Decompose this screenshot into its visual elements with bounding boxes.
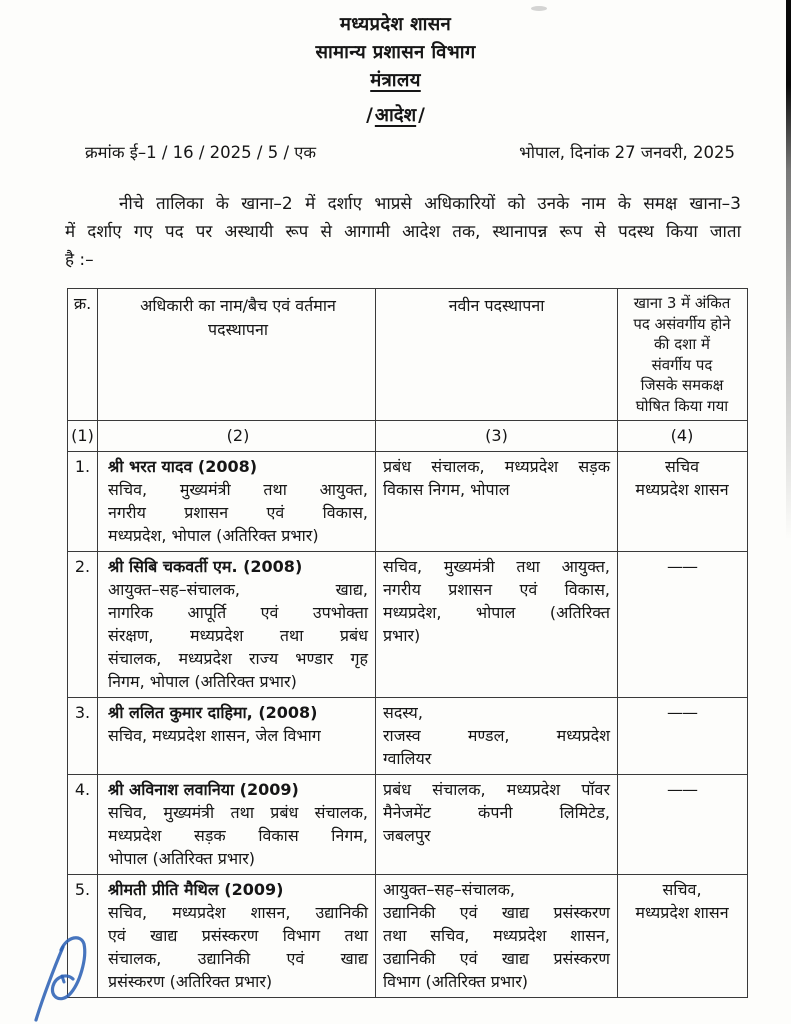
order-title: / आदेश / [366,105,425,126]
cell-serial: 5. [68,875,98,997]
officers-table [67,288,748,998]
table-row [68,698,747,775]
officer-name: श्री भरत यादव (2008) [108,457,258,476]
officer-name: श्री सिबि चकवर्ती एम. (2008) [108,557,303,576]
current-posting: आयुक्त–सह–संचालक, खाद्य, नागरिक आपूर्ति एवं उपभोक्ता संरक्षण, मध्यप्रदेश तथा प्रबंध संचालक, मध्यप्रदेश राज्य भण्डार गृह निगम, भोपाल (अतिरिक्त प्रभार) [108,580,368,691]
cell-serial: 3. [68,698,98,774]
scan-edge-artifact [786,0,791,540]
new-posting: प्रबंध संचालक, मध्यप्रदेश सड़क विकास निगम, भोपाल [376,452,618,551]
col-number-1: (1) [68,421,98,451]
reference-number: क्रमांक ई–1 / 16 / 2025 / 5 / एक [85,143,317,162]
current-posting: सचिव, मुख्यमंत्री तथा प्रबंध संचालक, मध्यप्रदेश सड़क विकास निगम, भोपाल (अतिरिक्त प्रभार) [108,803,368,868]
table-row [68,552,747,698]
current-posting: सचिव, मुख्यमंत्री तथा आयुक्त, नगरीय प्रशासन एवं विकास, मध्यप्रदेश, भोपाल (अतिरिक्त प्रभार) [108,480,368,545]
equivalent-post: —— [667,557,697,576]
current-posting: सचिव, मध्यप्रदेश शासन, जेल विभाग [108,726,321,745]
col-number-3: (3) [376,421,618,451]
cell-serial: 4. [68,775,98,874]
new-posting: सचिव, मुख्यमंत्री तथा आयुक्त, नगरीय प्रशासन एवं विकास, मध्यप्रदेश, भोपाल (अतिरिक्त प्रभार) [376,552,618,697]
intro-paragraph: नीचे तालिका के खाना–2 में दर्शाए भाप्रसे अधिकारियों को उनके नाम के समक्ष खाना–3 में दर्शाए गए पद पर अस्थायी रूप से आगामी आदेश तक, स्थानापन्न रूप से पदस्थ किया जाता है :– [65,194,741,270]
new-posting: सदस्य, राजस्व मण्डल, मध्यप्रदेश ग्वालियर [376,698,618,774]
col-number-4: (4) [670,426,694,445]
cell-officer [98,875,376,997]
reference-line [0,140,791,163]
handwritten-signature [27,932,101,1024]
table-row [68,875,747,997]
header-new-posting: नवीन पदस्थापना [376,289,618,420]
table-header-row [68,289,747,421]
equivalent-post: —— [667,780,697,799]
header-serial: क्र. [68,289,98,420]
officer-name: श्रीमती प्रीति मैथिल (2009) [108,880,284,899]
column-number-row [68,421,747,452]
table-row [68,775,747,875]
cell-officer [98,452,376,551]
officer-name: श्री ललित कुमार दाहिमा, (2008) [108,703,318,722]
equivalent-post: सचिव, मध्यप्रदेश शासन [635,880,729,922]
scan-smudge [531,6,547,11]
cell-serial: 2. [68,552,98,697]
govt-name: मध्यप्रदेश शासन [339,14,452,35]
equivalent-post: सचिव मध्यप्रदेश शासन [635,457,729,499]
equivalent-post: —— [667,703,697,722]
cell-serial: 1. [68,452,98,551]
new-posting: प्रबंध संचालक, मध्यप्रदेश पॉवर मैनेजमेंट कंपनी लिमिटेड, जबलपुर [376,775,618,874]
current-posting: सचिव, मध्यप्रदेश शासन, उद्यानिकी एवं खाद्य प्रसंस्करण विभाग तथा संचालक, उद्यानिकी एवं खाद्य प्रसंस्करण (अतिरिक्त प्रभार) [108,903,368,991]
table-row [68,452,747,552]
new-posting: आयुक्त–सह–संचालक, उद्यानिकी एवं खाद्य प्रसंस्करण तथा सचिव, मध्यप्रदेश शासन, उद्यानिकी एवं खाद्य प्रसंस्करण विभाग (अतिरिक्त प्रभार) [376,875,618,997]
cell-officer [98,698,376,774]
col-number-2: (2) [98,421,376,451]
ministry-label: मंत्रालय [370,70,421,91]
cell-officer [98,552,376,697]
header-equivalent-post: खाना 3 में अंकित पद असंवर्गीय होने की दशा में संवर्गीय पद जिसके समकक्ष घोषित किया गया [633,294,731,415]
officer-name: श्री अविनाश लवानिया (2009) [108,780,299,799]
header-officer-name: अधिकारी का नाम/बैच एवं वर्तमान पदस्थापना [98,289,376,420]
cell-officer [98,775,376,874]
place-and-date: भोपाल, दिनांक 27 जनवरी, 2025 [519,143,735,162]
department-name: सामान्य प्रशासन विभाग [315,42,476,63]
document-header [0,0,791,95]
